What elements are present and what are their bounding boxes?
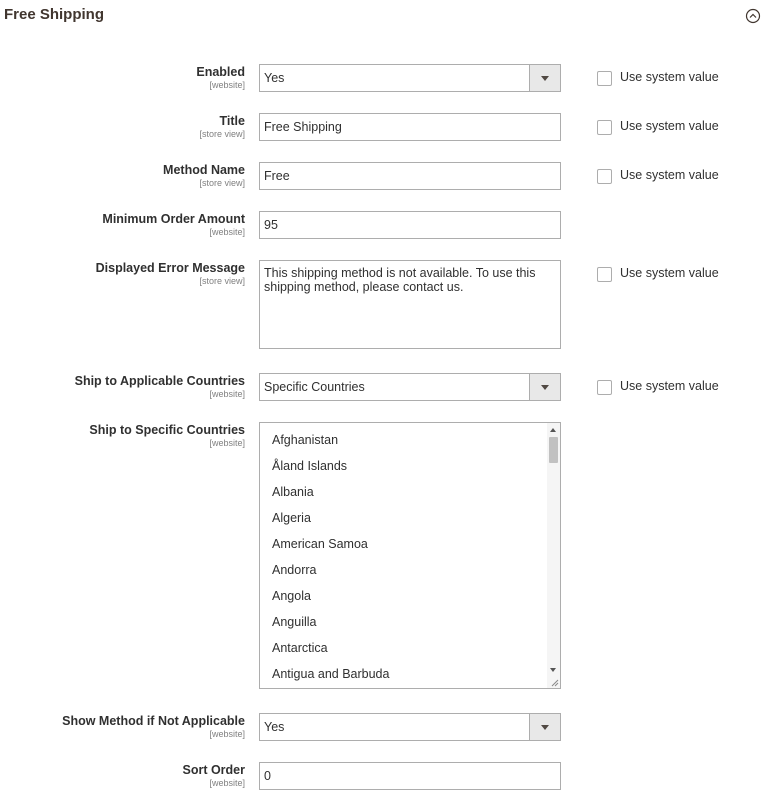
scope-text: [website]	[209, 227, 245, 237]
chevron-down-icon[interactable]	[529, 65, 560, 91]
show-method-select[interactable]	[259, 713, 561, 741]
checkbox[interactable]	[597, 169, 612, 184]
field-label-title	[199, 114, 245, 140]
scope-text: [website]	[209, 438, 245, 448]
use-system-value-label[interactable]: Use system value	[620, 70, 719, 84]
field-label-method-name	[163, 163, 245, 189]
field-label-min-order	[102, 212, 245, 238]
scope-text: [website]	[209, 778, 245, 788]
scope-text: [store view]	[199, 178, 245, 188]
label-text: Enabled	[196, 65, 245, 79]
country-option[interactable]: American Samoa	[272, 537, 368, 551]
field-label-show-method	[62, 714, 245, 740]
field-label-enabled	[196, 65, 245, 91]
checkbox[interactable]	[597, 380, 612, 395]
scope-text: [store view]	[199, 276, 245, 286]
scroll-down-icon[interactable]	[550, 668, 556, 672]
enabled-select[interactable]	[259, 64, 561, 92]
label-text: Displayed Error Message	[95, 261, 245, 275]
label-text: Ship to Specific Countries	[89, 423, 245, 437]
section-title[interactable]: Free Shipping	[4, 6, 105, 23]
sort-order-input[interactable]: 0	[259, 762, 561, 790]
scope-text: [website]	[209, 729, 245, 739]
use-system-value-label[interactable]: Use system value	[620, 168, 719, 182]
country-option[interactable]: Albania	[272, 485, 314, 499]
country-option[interactable]: Åland Islands	[272, 459, 348, 473]
scroll-up-icon[interactable]	[550, 428, 556, 432]
use-system-value-label[interactable]: Use system value	[620, 119, 719, 133]
label-text: Method Name	[163, 163, 245, 177]
chevron-down-icon[interactable]	[529, 714, 560, 740]
scope-text: [website]	[209, 80, 245, 90]
scope-text: [website]	[209, 389, 245, 399]
field-label-applicable-countries	[75, 374, 245, 400]
country-option[interactable]: Afghanistan	[272, 433, 339, 447]
enabled-select-value: Yes	[264, 71, 285, 85]
checkbox[interactable]	[597, 71, 612, 86]
country-list	[260, 423, 560, 689]
title-input[interactable]: Free Shipping	[259, 113, 561, 141]
use-system-value-label[interactable]: Use system value	[620, 266, 719, 280]
show-method-value: Yes	[264, 720, 285, 734]
label-text: Title	[219, 114, 245, 128]
country-option[interactable]: Angola	[272, 589, 311, 603]
checkbox[interactable]	[597, 120, 612, 135]
country-option[interactable]: Algeria	[272, 511, 311, 525]
use-system-value-label[interactable]: Use system value	[620, 379, 719, 393]
scope-text: [store view]	[199, 129, 245, 139]
specific-countries-multiselect[interactable]	[259, 422, 561, 689]
label-text: Minimum Order Amount	[102, 212, 245, 226]
country-option[interactable]: Andorra	[272, 563, 317, 577]
field-label-sort-order	[182, 763, 245, 789]
country-option[interactable]: Antigua and Barbuda	[272, 667, 390, 681]
scrollbar[interactable]	[547, 423, 560, 688]
label-text: Show Method if Not Applicable	[62, 714, 245, 728]
checkbox[interactable]	[597, 267, 612, 282]
country-option[interactable]: Anguilla	[272, 615, 317, 629]
label-text: Sort Order	[182, 763, 245, 777]
collapse-up-icon[interactable]	[745, 8, 761, 24]
resize-grip-icon[interactable]	[551, 679, 559, 687]
field-label-error-message	[96, 261, 245, 287]
field-label-specific-countries	[89, 423, 245, 449]
scroll-thumb[interactable]	[549, 437, 558, 463]
applicable-countries-select[interactable]	[259, 373, 561, 401]
min-order-amount-input[interactable]: 95	[259, 211, 561, 239]
chevron-down-icon[interactable]	[529, 374, 560, 400]
method-name-input[interactable]: Free	[259, 162, 561, 190]
applicable-countries-value: Specific Countries	[264, 380, 365, 394]
label-text: Ship to Applicable Countries	[74, 374, 245, 388]
error-message-textarea[interactable]	[259, 260, 561, 349]
country-option[interactable]: Antarctica	[272, 641, 328, 655]
